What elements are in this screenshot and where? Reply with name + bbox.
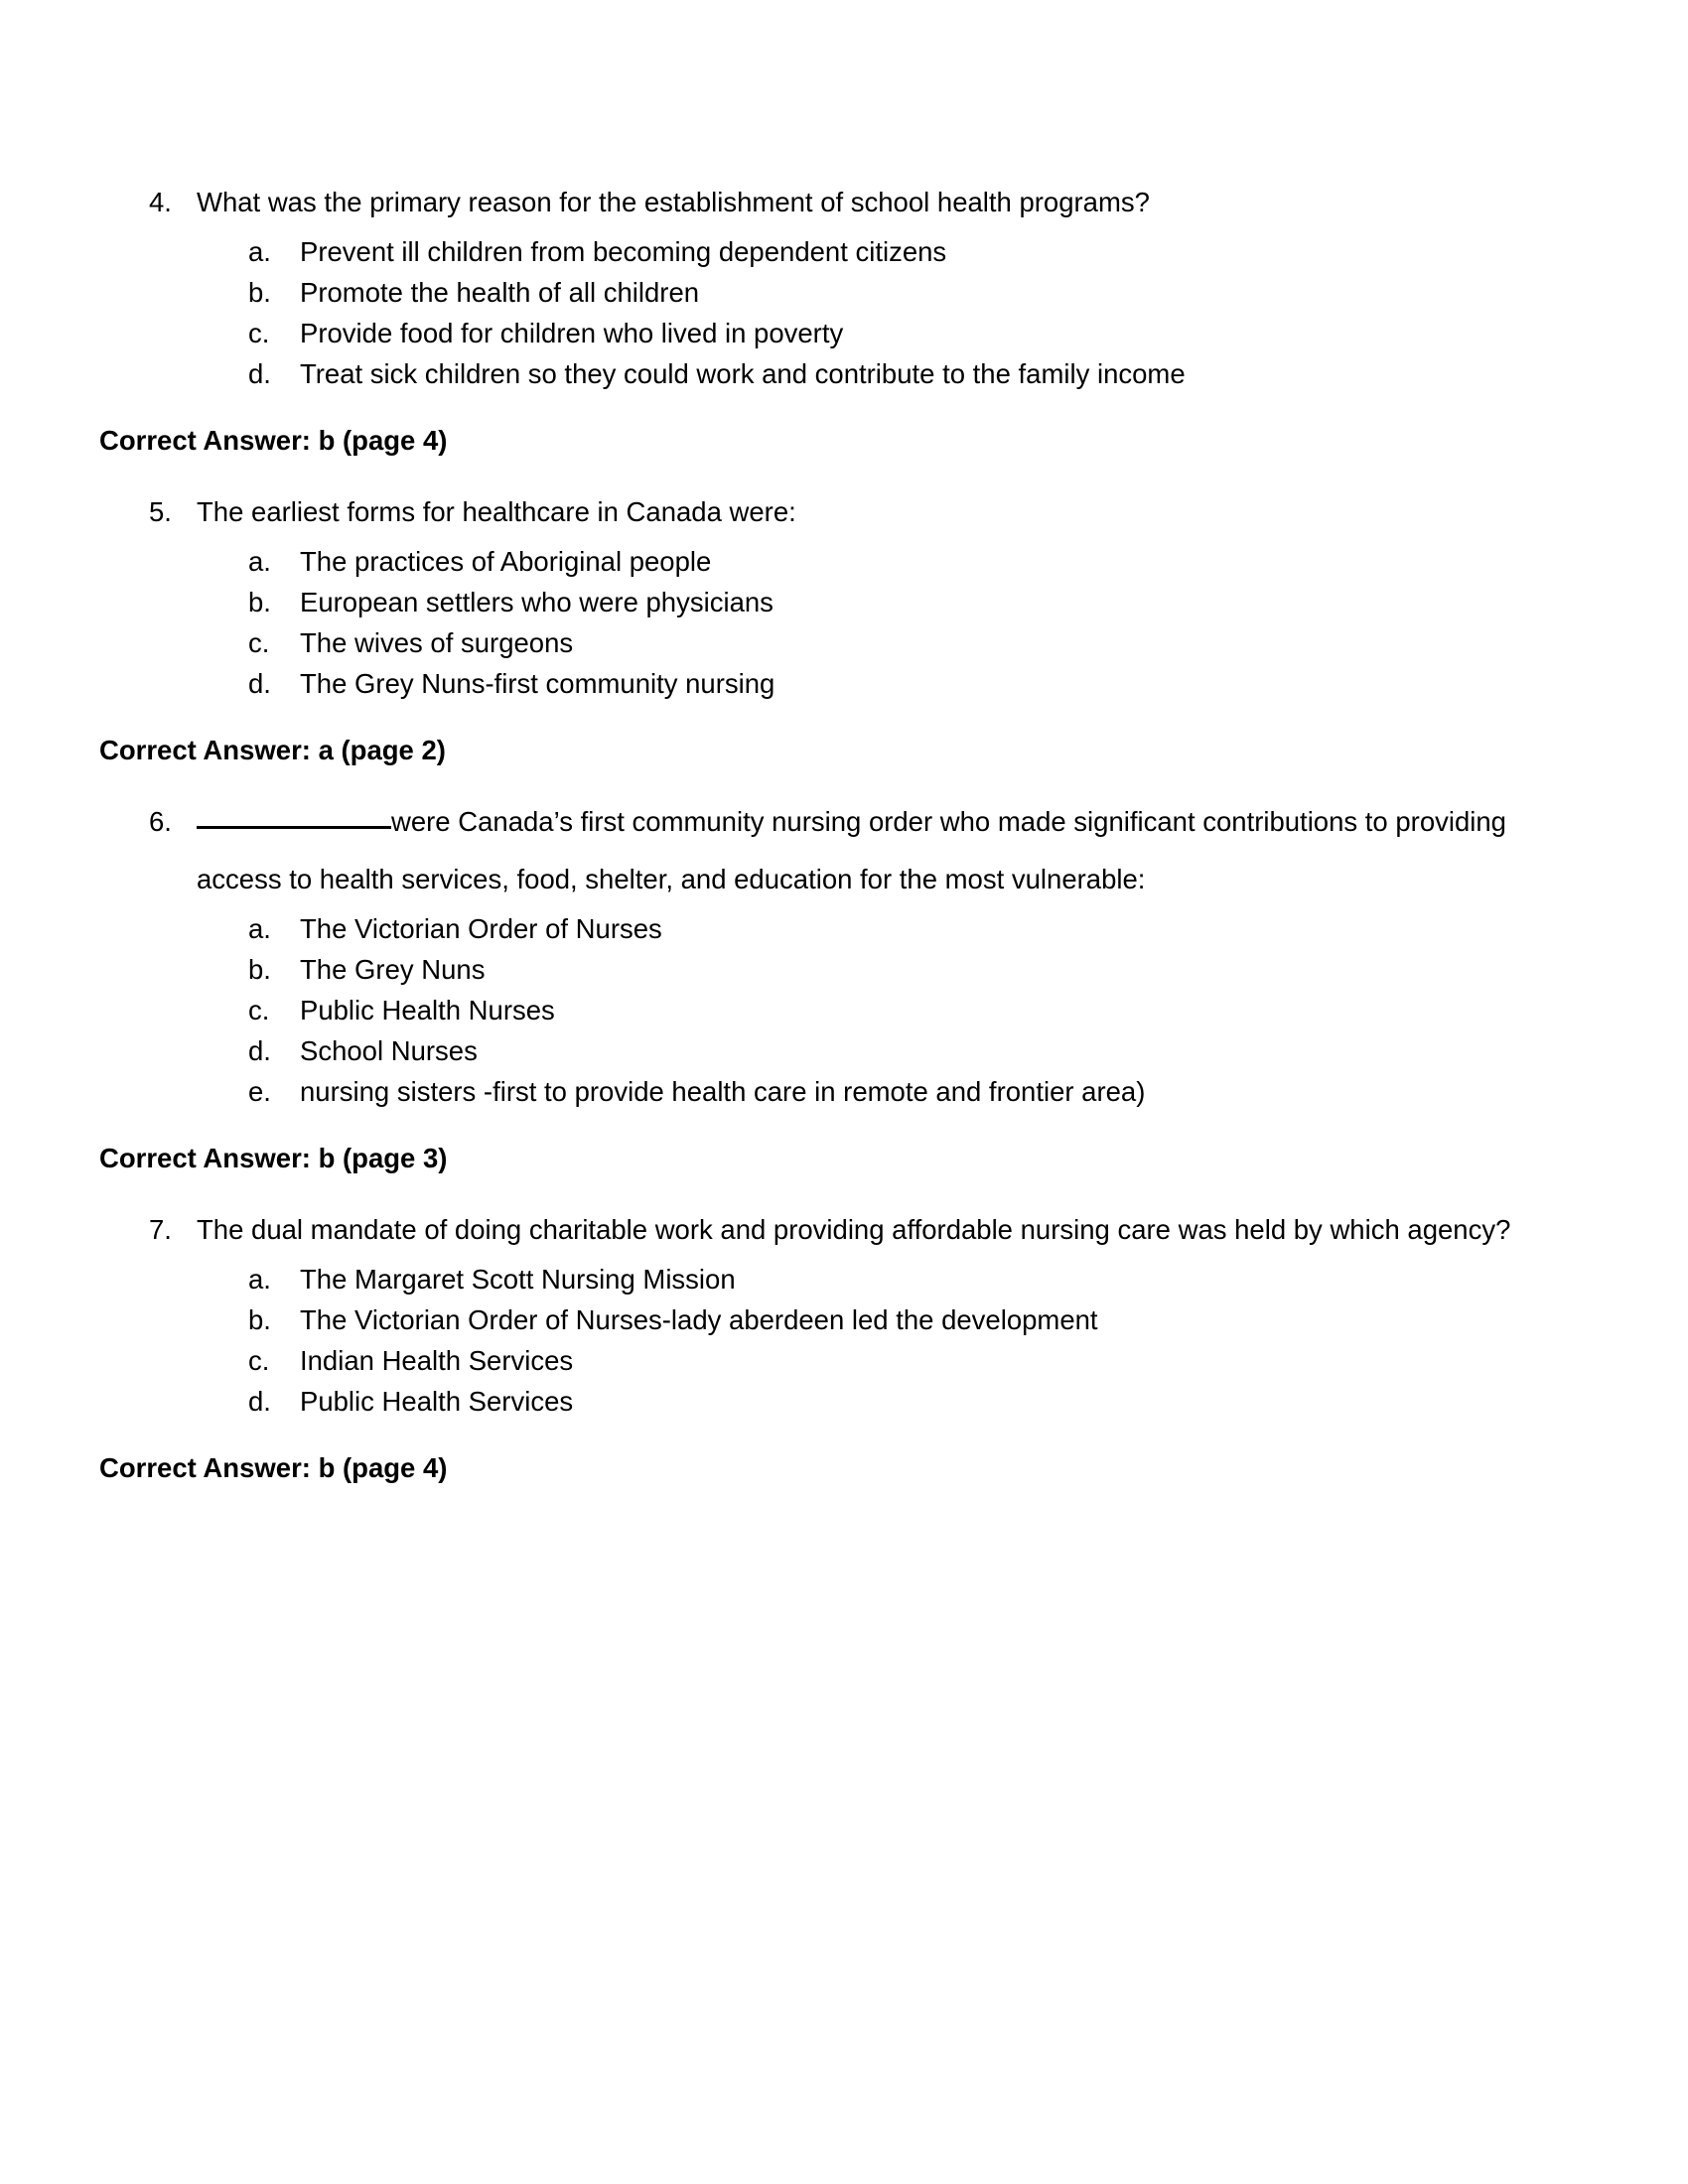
correct-answer-line: Correct Answer: b (page 3): [99, 1143, 448, 1173]
option-item[interactable]: [99, 1071, 1559, 1112]
fill-in-blank[interactable]: [197, 804, 391, 829]
option-text: The wives of surgeons: [300, 627, 574, 658]
option-letter: a.: [248, 913, 271, 944]
question-block: [99, 793, 1559, 1187]
question-stem: [99, 483, 1559, 541]
option-letter: b.: [248, 587, 271, 617]
option-item[interactable]: [99, 990, 1559, 1030]
option-text: Prevent ill children from becoming dependent citizens: [300, 236, 947, 267]
option-letter: b.: [248, 954, 271, 985]
question-stem: [99, 1201, 1559, 1259]
option-letter: d.: [248, 1386, 271, 1417]
option-letter: a.: [248, 236, 271, 267]
document-body: [99, 174, 1559, 1497]
option-text: School Nurses: [300, 1035, 478, 1066]
option-text: Public Health Services: [300, 1386, 574, 1417]
question-block: [99, 483, 1559, 779]
option-list: [99, 1259, 1559, 1422]
option-text: The Grey Nuns: [300, 954, 486, 985]
option-text: Promote the health of all children: [300, 277, 700, 308]
question-text-body: were Canada’s first community nursing order who made significant contributions to providing access to health services, food, shelter, and education for the most vulnerable:: [197, 806, 1506, 894]
question-number: 4.: [149, 187, 172, 217]
option-text: The Victorian Order of Nurses: [300, 913, 662, 944]
question-stem: [99, 793, 1559, 908]
question-stem: [99, 174, 1559, 231]
option-text: Provide food for children who lived in poverty: [300, 318, 844, 348]
option-item[interactable]: [99, 1030, 1559, 1071]
option-item[interactable]: [99, 622, 1559, 663]
question-block: [99, 1201, 1559, 1497]
option-item[interactable]: [99, 353, 1559, 394]
option-item[interactable]: [99, 582, 1559, 622]
option-list: [99, 908, 1559, 1112]
option-item[interactable]: [99, 1340, 1559, 1381]
question-text: What was the primary reason for the establishment of school health programs?: [197, 187, 1150, 217]
option-item[interactable]: [99, 1299, 1559, 1340]
option-item[interactable]: [99, 1259, 1559, 1299]
correct-answer-line: Correct Answer: a (page 2): [99, 735, 446, 765]
option-item[interactable]: [99, 541, 1559, 582]
option-letter: b.: [248, 277, 271, 308]
question-number: 5.: [149, 496, 172, 527]
correct-answer-line: Correct Answer: b (page 4): [99, 1452, 448, 1483]
option-text: Indian Health Services: [300, 1345, 574, 1376]
question-text: The earliest forms for healthcare in Canada were:: [197, 496, 796, 527]
question-text: The dual mandate of doing charitable work and providing affordable nursing care was held by which agency?: [197, 1214, 1511, 1245]
option-list: [99, 231, 1559, 394]
option-item[interactable]: [99, 949, 1559, 990]
option-letter: c.: [248, 627, 270, 658]
option-letter: a.: [248, 546, 271, 577]
option-letter: d.: [248, 668, 271, 699]
question-number: 6.: [149, 806, 172, 837]
question-block: [99, 174, 1559, 470]
option-item[interactable]: [99, 1381, 1559, 1422]
question-text: [197, 793, 1559, 908]
option-text: European settlers who were physicians: [300, 587, 774, 617]
question-number: 7.: [149, 1214, 172, 1245]
option-text: The Victorian Order of Nurses-lady aberdeen led the development: [300, 1304, 1098, 1335]
option-text: The practices of Aboriginal people: [300, 546, 712, 577]
option-item[interactable]: [99, 272, 1559, 313]
option-letter: e.: [248, 1076, 271, 1107]
option-item[interactable]: [99, 908, 1559, 949]
option-item[interactable]: [99, 231, 1559, 272]
option-letter: c.: [248, 1345, 270, 1376]
option-letter: d.: [248, 1035, 271, 1066]
option-letter: c.: [248, 318, 270, 348]
option-text: Public Health Nurses: [300, 995, 555, 1025]
option-text: The Grey Nuns-first community nursing: [300, 668, 775, 699]
option-letter: b.: [248, 1304, 271, 1335]
option-text: The Margaret Scott Nursing Mission: [300, 1264, 736, 1295]
option-letter: d.: [248, 358, 271, 389]
option-list: [99, 541, 1559, 704]
option-item[interactable]: [99, 313, 1559, 353]
option-text: nursing sisters -first to provide health care in remote and frontier area): [300, 1076, 1146, 1107]
correct-answer-line: Correct Answer: b (page 4): [99, 425, 448, 456]
option-text: Treat sick children so they could work and contribute to the family income: [300, 358, 1186, 389]
option-item[interactable]: [99, 663, 1559, 704]
option-letter: a.: [248, 1264, 271, 1295]
option-letter: c.: [248, 995, 270, 1025]
